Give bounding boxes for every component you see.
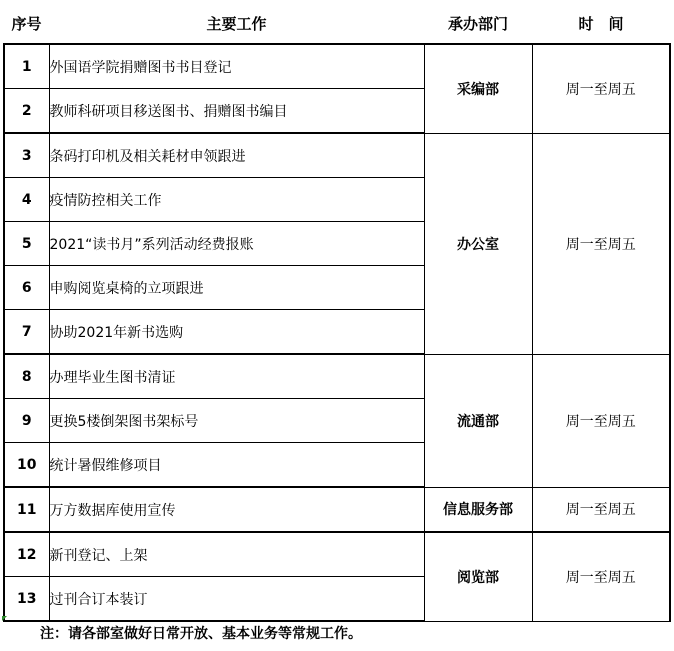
header-task: 主要工作 <box>49 3 424 44</box>
task-cell: 申购阅览桌椅的立项跟进 <box>49 266 424 310</box>
row-number: 11 <box>4 487 49 532</box>
header-dept: 承办部门 <box>424 3 532 44</box>
time-cell: 周一至周五 <box>532 133 670 354</box>
time-cell: 周一至周五 <box>532 44 670 133</box>
time-cell: 周一至周五 <box>532 532 670 621</box>
task-cell: 万方数据库使用宣传 <box>49 487 424 532</box>
row-number: 4 <box>4 178 49 222</box>
task-cell: 更换5楼倒架图书架标号 <box>49 399 424 443</box>
task-cell: 教师科研项目移送图书、捐赠图书编目 <box>49 89 424 134</box>
row-number: 1 <box>4 44 49 89</box>
table-row <box>4 44 670 89</box>
dept-cell: 流通部 <box>424 354 532 487</box>
task-cell: 外国语学院捐赠图书书目登记 <box>49 44 424 89</box>
cell-marker-icon <box>2 616 7 621</box>
row-number: 10 <box>4 443 49 488</box>
row-number: 2 <box>4 89 49 134</box>
table-row <box>4 354 670 399</box>
task-cell: 2021“读书月”系列活动经费报账 <box>49 222 424 266</box>
dept-cell: 采编部 <box>424 44 532 133</box>
time-cell: 周一至周五 <box>532 354 670 487</box>
row-number: 7 <box>4 310 49 355</box>
work-schedule-table <box>3 3 671 622</box>
dept-cell: 信息服务部 <box>424 487 532 532</box>
task-cell: 疫情防控相关工作 <box>49 178 424 222</box>
table-row <box>4 487 670 532</box>
table-row <box>4 532 670 577</box>
task-cell: 过刊合订本装订 <box>49 577 424 622</box>
header-row <box>4 3 670 44</box>
row-number: 3 <box>4 133 49 178</box>
row-number: 13 <box>4 577 49 622</box>
task-cell: 条码打印机及相关耗材申领跟进 <box>49 133 424 178</box>
header-time: 时 间 <box>532 3 670 44</box>
footnote: 注：请各部室做好日常开放、基本业务等常规工作。 <box>40 626 362 642</box>
task-cell: 协助2021年新书选购 <box>49 310 424 355</box>
task-cell: 办理毕业生图书清证 <box>49 354 424 399</box>
header-no: 序号 <box>4 3 49 44</box>
row-number: 5 <box>4 222 49 266</box>
row-number: 12 <box>4 532 49 577</box>
dept-cell: 阅览部 <box>424 532 532 621</box>
row-number: 9 <box>4 399 49 443</box>
table-row <box>4 133 670 178</box>
row-number: 8 <box>4 354 49 399</box>
task-cell: 统计暑假维修项目 <box>49 443 424 488</box>
dept-cell: 办公室 <box>424 133 532 354</box>
time-cell: 周一至周五 <box>532 487 670 532</box>
row-number: 6 <box>4 266 49 310</box>
task-cell: 新刊登记、上架 <box>49 532 424 577</box>
